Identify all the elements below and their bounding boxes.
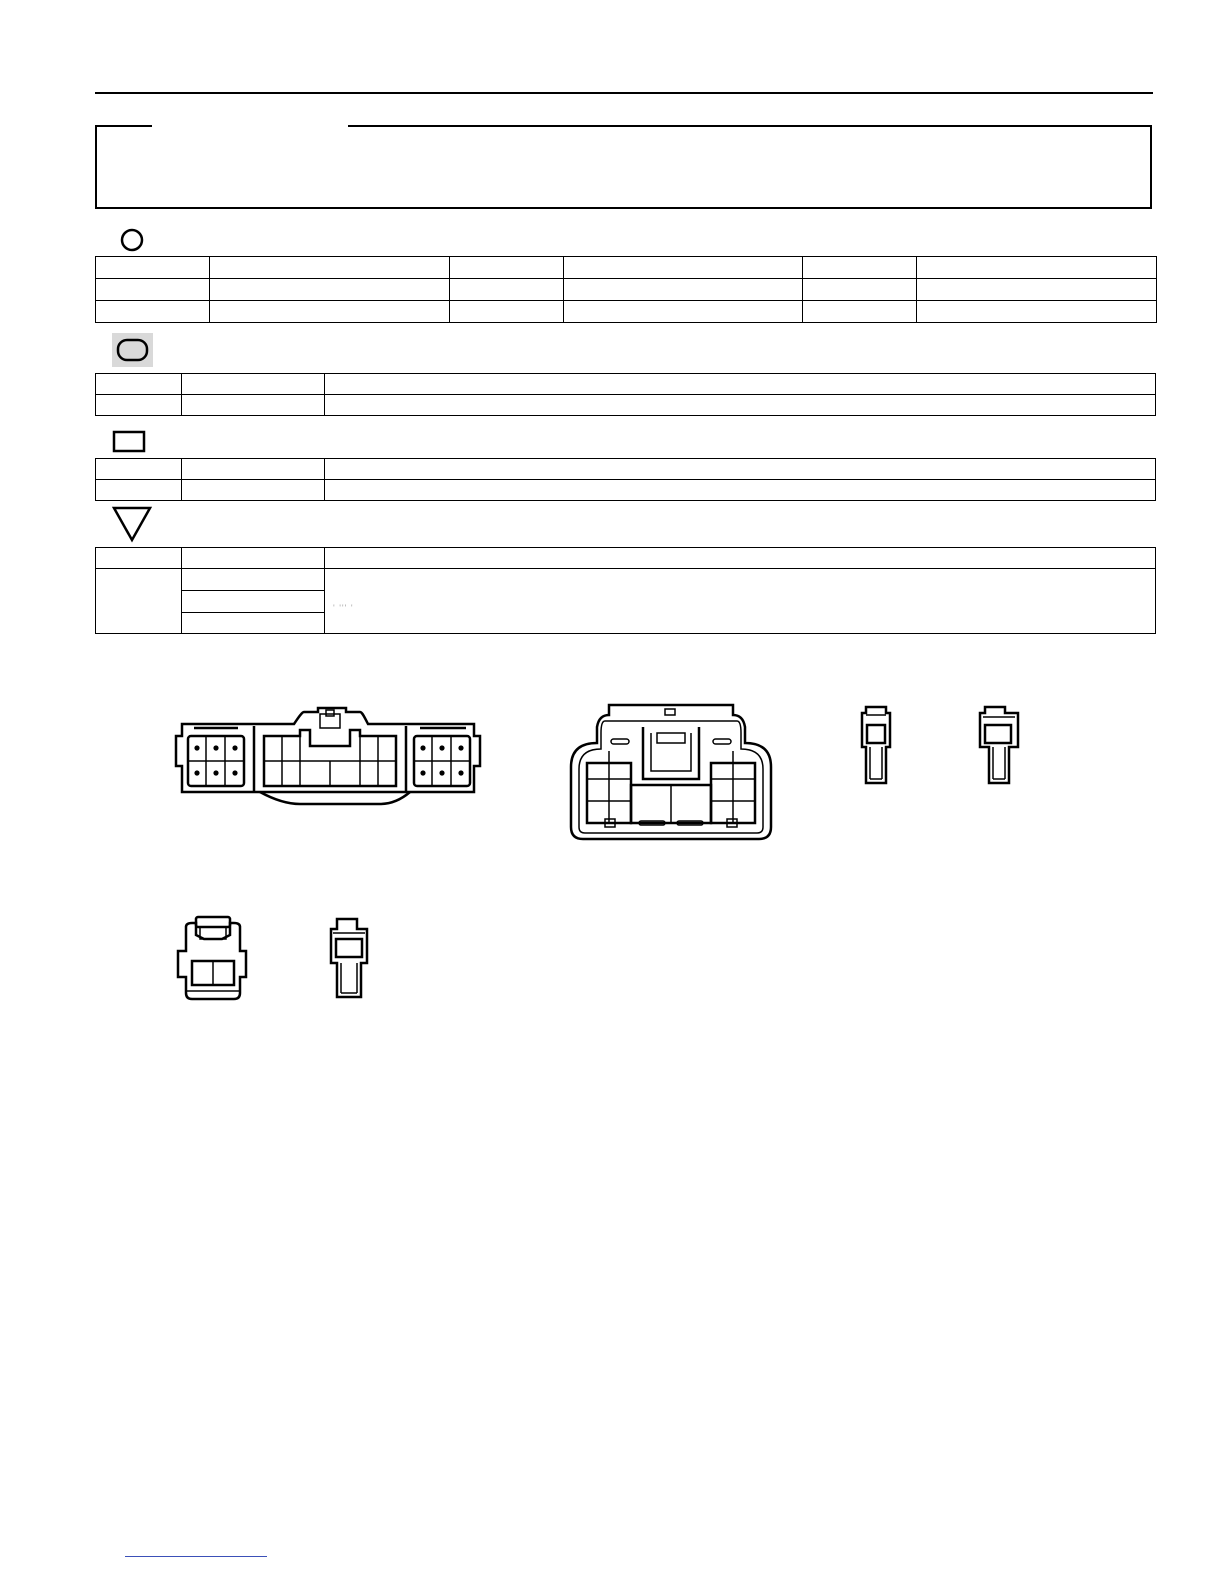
rounded-rectangle-icon: [112, 333, 153, 367]
footer-link-underline[interactable]: [125, 1556, 267, 1557]
connector-small-diagram-3: [325, 915, 373, 1001]
triangle-legend-table: [95, 547, 1156, 634]
triangle-icon: [111, 505, 153, 543]
rounded-legend-table: [95, 373, 1156, 416]
table-row: [96, 257, 1157, 279]
connector-hood-diagram: [565, 703, 777, 843]
circle-legend-table: [95, 256, 1157, 323]
description-cell: [325, 569, 1156, 634]
table-row: [96, 279, 1157, 301]
table-row: [96, 301, 1157, 323]
rect-legend-table: [95, 458, 1156, 501]
connector-two-pin-diagram: [172, 915, 252, 1005]
title-box-label: [152, 123, 348, 129]
title-box: [95, 125, 1152, 209]
table-row: [96, 459, 1156, 480]
connector-large-diagram: [170, 700, 490, 812]
connector-small-diagram-2: [975, 703, 1023, 787]
group-label-cell: [96, 569, 182, 634]
header-rule: [95, 92, 1153, 94]
connector-small-diagram-1: [852, 703, 900, 787]
table-row: [96, 548, 1156, 569]
rectangle-icon: [112, 430, 146, 454]
title-box-text: [97, 127, 1150, 167]
table-row: [96, 480, 1156, 501]
table-row: [96, 395, 1156, 416]
circle-icon: [119, 227, 145, 253]
table-row: [96, 374, 1156, 395]
table-row: [96, 569, 1156, 591]
faint-note: ' ''' ': [333, 603, 354, 613]
